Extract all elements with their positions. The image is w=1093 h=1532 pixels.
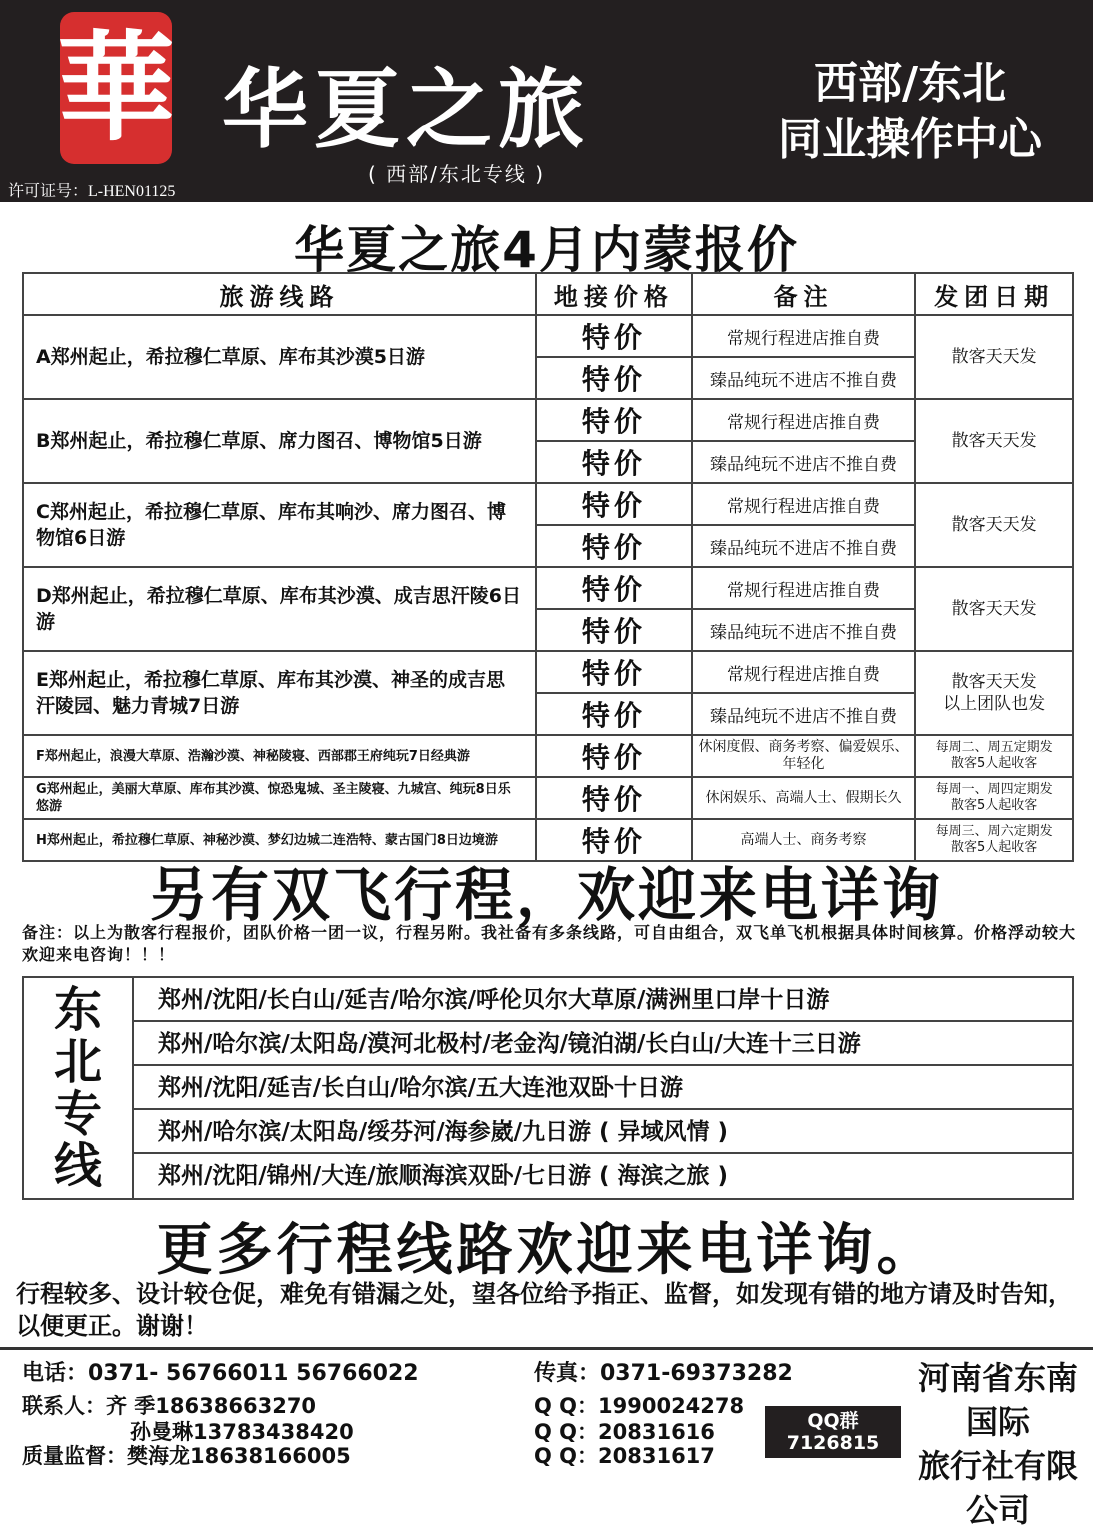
col-header-date: 发团日期 [915, 273, 1073, 315]
contact-person-2: 孙曼琳13783438420 [130, 1420, 354, 1444]
brand-name: 华夏之旅 [222, 59, 590, 160]
list-item: 郑州/沈阳/长白山/延吉/哈尔滨/呼伦贝尔大草原/满洲里口岸十日游 [134, 978, 1072, 1022]
table-row [23, 315, 1073, 357]
qq-number: Q Q：1990024278 [534, 1394, 745, 1418]
col-header-route: 旅游线路 [23, 273, 536, 315]
page-title: 华夏之旅4月内蒙报价 [294, 221, 799, 279]
route-name: H郑州起止，希拉穆仁草原、神秘沙漠、梦幻边城二连浩特、蒙古国门8日边境游 [23, 819, 536, 861]
company-name [908, 1356, 1088, 1532]
remark-text: 备注：以上为散客行程报价，团队价格一团一议，行程另附。我社备有多条线路，可自由组合，双飞单飞机根据具体时间核算。价格浮动较大欢迎来电咨询！！！ [22, 923, 1077, 964]
route-name: E郑州起止，希拉穆仁草原、库布其沙漠、神圣的成吉思汗陵园、魅力青城7日游 [23, 651, 536, 735]
table-header-row [23, 273, 1073, 315]
operation-center [740, 56, 1080, 168]
price-label: 特价 [536, 483, 692, 525]
route-name: C郑州起止，希拉穆仁草原、库布其响沙、席力图召、博物馆6日游 [23, 483, 536, 567]
price-label: 特价 [536, 567, 692, 609]
table-row [23, 399, 1073, 441]
route-name: A郑州起止，希拉穆仁草原、库布其沙漠5日游 [23, 315, 536, 399]
northeast-routes-box [22, 976, 1074, 1200]
qq-group-label: QQ群 [807, 1410, 859, 1432]
table-row [23, 777, 1073, 819]
price-label: 特价 [536, 735, 692, 777]
route-name: G郑州起止，美丽大草原、库布其沙漠、惊恐鬼城、圣主陵寝、九城宫、纯玩8日乐悠游 [23, 777, 536, 819]
table-row [23, 483, 1073, 525]
price-label: 特价 [536, 777, 692, 819]
price-label: 特价 [536, 357, 692, 399]
route-note: 休闲度假、商务考察、偏爱娱乐、年轻化 [692, 735, 916, 777]
route-note: 臻品纯玩不进店不推自费 [692, 525, 916, 567]
list-item: 郑州/沈阳/锦州/大连/旅顺海滨双卧/七日游 ( 海滨之旅 ) [158, 1163, 729, 1189]
route-note: 常规行程进店推自费 [692, 399, 916, 441]
price-label: 特价 [536, 819, 692, 861]
route-name: F郑州起止，浪漫大草原、浩瀚沙漠、神秘陵寝、西部郡王府纯玩7日经典游 [23, 735, 536, 777]
company-name-line1: 河南省东南国际 [917, 1359, 1078, 1441]
list-item: 郑州/哈尔滨/太阳岛/漠河北极村/老金沟/镜泊湖/长白山/大连十三日游 [134, 1022, 1072, 1066]
northeast-label [24, 978, 134, 1198]
phone-number: 电话：0371- 56766011 56766022 [22, 1361, 419, 1386]
route-note: 常规行程进店推自费 [692, 483, 916, 525]
contact-person: 联系人：齐 季18638663270 [22, 1394, 317, 1418]
route-note: 常规行程进店推自费 [692, 315, 916, 357]
table-row [23, 735, 1073, 777]
inquiry-slogan: 更多行程线路欢迎来电详询。 [156, 1218, 937, 1283]
price-label: 特价 [536, 651, 692, 693]
departure-date: 每周三、周六定期发 散客5人起收客 [915, 819, 1073, 861]
route-note: 常规行程进店推自费 [692, 567, 916, 609]
quality-supervisor: 质量监督：樊海龙18638166005 [22, 1444, 351, 1468]
price-table [22, 272, 1074, 862]
price-label: 特价 [536, 399, 692, 441]
table-row [23, 567, 1073, 609]
col-header-price: 地接价格 [536, 273, 692, 315]
qq-group-badge [765, 1406, 901, 1458]
price-label: 特价 [536, 609, 692, 651]
list-item: 郑州/哈尔滨/太阳岛/绥芬河/海参崴/九日游 ( 异域风情 ) [134, 1110, 1072, 1154]
price-label: 特价 [536, 315, 692, 357]
northeast-label-char: 北 [53, 1034, 102, 1090]
route-name: B郑州起止，希拉穆仁草原、席力图召、博物馆5日游 [23, 399, 536, 483]
northeast-label-char: 线 [53, 1138, 102, 1194]
table-row [23, 651, 1073, 693]
northeast-label-char: 东 [53, 982, 102, 1038]
flight-slogan: 另有双飞行程，欢迎来电详询 [149, 861, 943, 929]
qq-group-number: 7126815 [786, 1432, 880, 1454]
northeast-label-char: 专 [53, 1086, 102, 1142]
departure-date: 散客天天发 [915, 567, 1073, 651]
fax-number: 传真：0371-69373282 [534, 1361, 793, 1386]
price-label: 特价 [536, 525, 692, 567]
operation-center-line1: 西部/东北 [813, 58, 1007, 109]
price-label: 特价 [536, 693, 692, 735]
price-label: 特价 [536, 441, 692, 483]
list-item: 郑州/沈阳/延吉/长白山/哈尔滨/五大连池双卧十日游 [134, 1066, 1072, 1110]
route-note: 臻品纯玩不进店不推自费 [692, 693, 916, 735]
route-note: 常规行程进店推自费 [692, 651, 916, 693]
route-note: 臻品纯玩不进店不推自费 [692, 609, 916, 651]
departure-date: 散客天天发 [915, 399, 1073, 483]
logo-glyph: 華 [57, 18, 176, 157]
route-note: 臻品纯玩不进店不推自费 [692, 441, 916, 483]
license-number: 许可证号：L-HEN01125 [8, 183, 176, 200]
route-note: 休闲娱乐、高端人士、假期长久 [692, 777, 916, 819]
col-header-note: 备注 [692, 273, 916, 315]
departure-date: 每周一、周四定期发 散客5人起收客 [915, 777, 1073, 819]
footer-divider [0, 1347, 1093, 1350]
departure-date: 每周二、周五定期发 散客5人起收客 [915, 735, 1073, 777]
apology-text: 行程较多、设计较仓促，难免有错漏之处，望各位给予指正、监督，如发现有错的地方请及时告知，以便更正。谢谢！ [16, 1280, 1072, 1340]
northeast-route-list [134, 978, 1072, 1198]
qq-number: Q Q：20831616 [534, 1420, 715, 1444]
departure-date: 散客天天发 [915, 483, 1073, 567]
brand-logo [57, 12, 176, 164]
route-name: D郑州起止，希拉穆仁草原、库布其沙漠、成吉思汗陵6日游 [23, 567, 536, 651]
departure-date: 散客天天发 以上团队也发 [915, 651, 1073, 735]
header-banner [0, 0, 1093, 202]
qq-number: Q Q：20831617 [534, 1444, 715, 1468]
operation-center-line2: 同业操作中心 [778, 114, 1042, 165]
route-note: 臻品纯玩不进店不推自费 [692, 357, 916, 399]
brand-subtitle: ( 西部/东北专线 ) [368, 162, 546, 186]
route-note: 高端人士、商务考察 [692, 819, 916, 861]
company-name-line2: 旅行社有限公司 [917, 1447, 1078, 1529]
departure-date: 散客天天发 [915, 315, 1073, 399]
